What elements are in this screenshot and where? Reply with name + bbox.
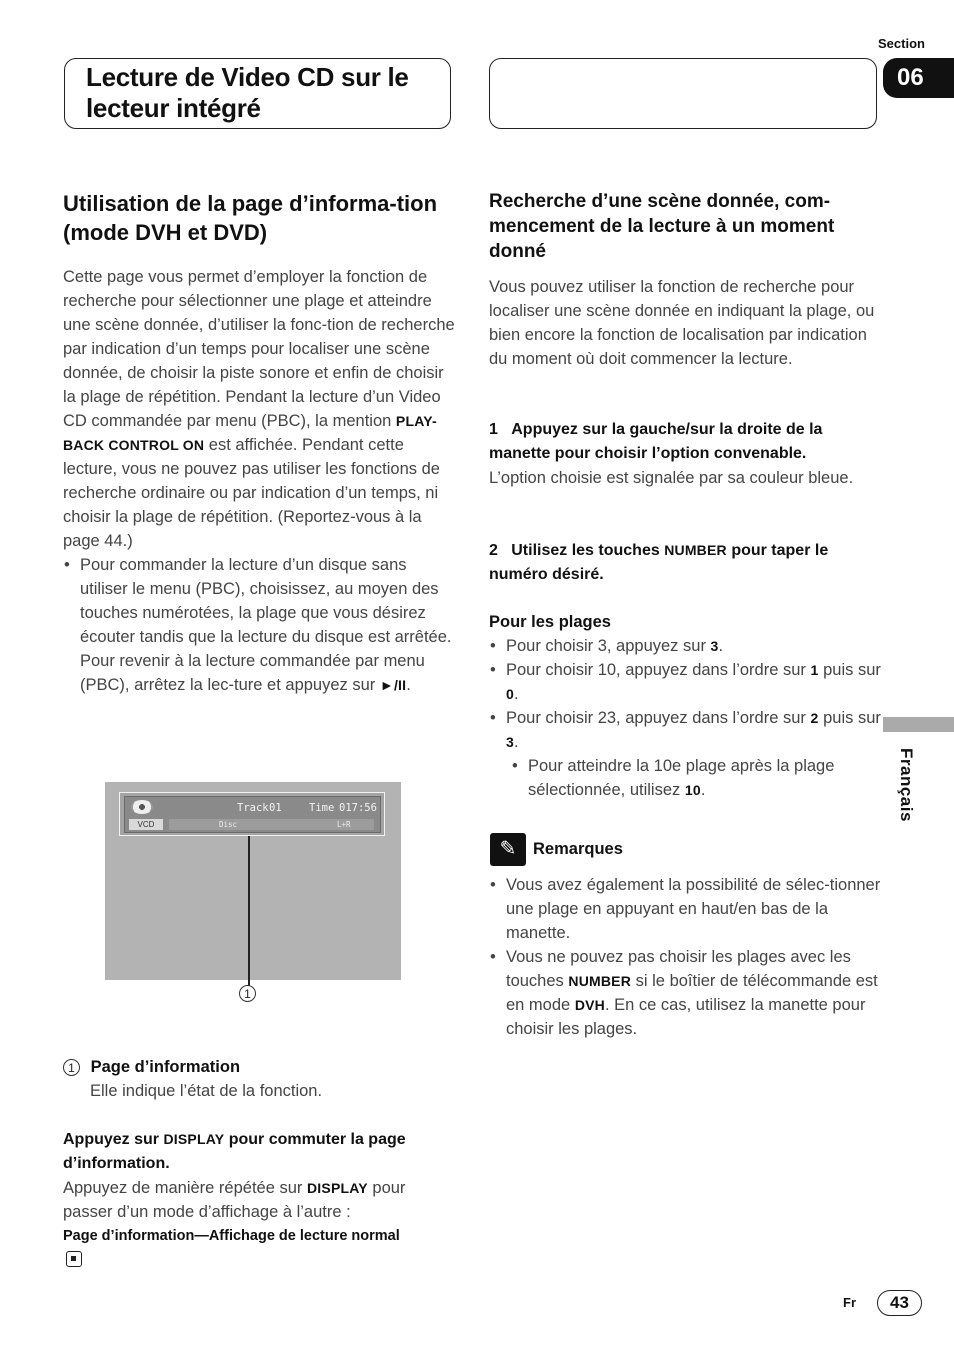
track-label: Track <box>237 802 269 814</box>
remark-1-text: Vous avez également la possibilité de sélec-tionner une plage en appuyant en haut/en bas de la manette. <box>506 876 881 942</box>
legend-description: Elle indique l’état de la fonction. <box>90 1082 323 1100</box>
chapter-title: Lecture de Video CD sur le lecteur intégré <box>86 62 409 123</box>
remarks-title: Remarques <box>533 840 623 858</box>
plage-1-text: Pour choisir 3, appuyez sur <box>506 637 706 655</box>
step-2 <box>489 538 881 587</box>
step-2-head-1: Utilisez les touches <box>511 542 660 559</box>
plages-heading: Pour les plages <box>489 613 611 631</box>
track-value: 01 <box>269 802 282 814</box>
intro-text-2: est affichée. Pendant cette lecture, vous ne pouvez pas utiliser les fonctions de recherche ordinaire ou par indication d’un temps, ni choisir la plage de répétition. (Reportez-vous à la page 44.) <box>63 436 440 550</box>
right-intro: Vous pouvez utiliser la fonction de recherche pour localiser une scène donnée en indiquant la plage, ou bien encore la fonction de localisation par indication du moment où doit commencer la lecture. <box>489 278 875 368</box>
left-section-heading: Utilisation de la page d’informa-tion (mode DVH et DVD) <box>63 191 438 245</box>
list-item <box>489 945 881 1041</box>
list-item <box>489 873 881 945</box>
disc-icon <box>131 800 153 814</box>
display-instructions <box>63 1127 455 1248</box>
plage-2-text: Pour choisir 10, appuyez dans l’ordre sur <box>506 661 806 679</box>
step-1-text: L’option choisie est signalée par sa couleur bleue. <box>489 469 854 487</box>
remark-2-text-b: si le boîtier de télécommande est en mode <box>506 972 878 1014</box>
time-label: Time <box>309 802 335 814</box>
play-pause-icon: ►/II <box>379 677 407 693</box>
number-key-remark: NUMBER <box>568 973 632 989</box>
remarks-list <box>489 873 881 1041</box>
list-item: • Pour choisir 10, appuyez dans l’ordre sur 1 puis sur 0. <box>489 658 881 706</box>
remark-2-text-a: Vous ne pouvez pas choisir les plages avec les touches <box>506 948 851 990</box>
key-3b: 3 <box>506 734 514 750</box>
key-0: 0 <box>506 686 514 702</box>
information-page-screen <box>105 782 401 980</box>
status-bar <box>169 819 374 830</box>
legend-title: Page d’information <box>90 1058 241 1076</box>
display-head-2: pour commuter la page d’information. <box>63 1131 406 1172</box>
callout-number: 1 <box>239 985 256 1002</box>
remark-2-text-c: . En ce cas, utilisez la manette pour choisir les plages. <box>506 996 866 1038</box>
dvh-key: DVH <box>574 997 605 1013</box>
callout-legend <box>63 1055 455 1103</box>
key-1: 1 <box>810 662 819 678</box>
list-item: • Pour atteindre la 10e plage après la plage sélectionnée, utilisez 10. <box>489 754 881 802</box>
left-intro <box>63 265 455 697</box>
vcd-badge: VCD <box>129 819 163 830</box>
plage-3-text: Pour choisir 23, appuyez dans l’ordre sur <box>506 709 806 727</box>
key-2: 2 <box>810 710 819 726</box>
page-number: 43 <box>877 1290 922 1316</box>
disc-text: Disc <box>219 820 238 829</box>
display-text-1: Appuyez de manière répétée sur <box>63 1179 303 1197</box>
step-1-heading: Appuyez sur la gauche/sur la droite de la manette pour choisir l’option convenable. <box>489 421 823 462</box>
display-key-2: DISPLAY <box>307 1180 368 1196</box>
list-item: • Pour commander la lecture d’un disque sans utiliser le menu (PBC), choisissez, au moyen des touches numérotées, la plage que vous désirez écouter tandis que la lecture du disque est arrêtée. Pour revenir à la lecture commandée par menu (PBC), arrêtez la lec-ture et appuyez sur ►/II. <box>63 553 455 697</box>
legend-number: 1 <box>63 1059 80 1076</box>
info-panel <box>119 792 385 836</box>
plages-list <box>489 634 881 754</box>
plage-2-mid: puis sur <box>823 661 881 679</box>
plage-sub-text: Pour atteindre la 10e plage après la plage sélectionnée, utilisez <box>528 757 835 799</box>
playback-control-key: PLAY-BACK CONTROL ON <box>63 413 437 453</box>
plages-section <box>489 610 881 802</box>
list-item: • Pour choisir 23, appuyez dans l’ordre sur 2 puis sur 3. <box>489 706 881 754</box>
step-1 <box>489 418 881 490</box>
section-label: Section <box>878 36 925 51</box>
plage-3-mid: puis sur <box>823 709 881 727</box>
key-3: 3 <box>710 638 719 654</box>
language-tab <box>883 717 954 732</box>
modes-line: Page d’information—Affichage de lecture normal <box>63 1228 400 1244</box>
number-key: NUMBER <box>664 542 727 558</box>
bullet-text: Pour commander la lecture d’un disque sans utiliser le menu (PBC), choisissez, au moyen des touches numérotées, la plage que vous désirez écouter tandis que la lecture du disque est arrêtée. Pour revenir à la lecture commandée par menu (PBC), arrêtez la lec-ture et appuyez sur <box>80 556 452 694</box>
info-panel-inner <box>124 796 381 833</box>
section-number-tab: 06 <box>883 58 954 98</box>
right-section-heading: Recherche d’une scène donnée, com-mencement de la lecture à un moment donné <box>489 191 835 262</box>
intro-text-1: Cette page vous permet d’employer la fonction de recherche pour sélectionner une plage et atteindre une scène donnée, d’utiliser la fonc-tion de recherche par indication d’un temps pour localiser une scène donnée, de choisir la piste sonore et enfin de choisir la plage de répétition. Pendant la lecture d’un Video CD commandée par menu (PBC), la mention <box>63 268 455 430</box>
empty-header-box <box>489 58 877 129</box>
stop-icon <box>66 1251 82 1267</box>
remarks-section <box>489 873 881 1041</box>
audio-text: L+R <box>337 820 351 829</box>
intro-paragraph <box>63 265 455 553</box>
footer-language: Fr <box>843 1295 856 1310</box>
step-2-head-2: pour taper le numéro désiré. <box>489 542 829 583</box>
step-2-number: 2 <box>489 542 498 559</box>
language-label: Français <box>897 748 916 822</box>
display-key: DISPLAY <box>163 1131 225 1147</box>
time-value: 017:56 <box>339 802 377 814</box>
key-10: 10 <box>684 782 701 798</box>
callout-leader-line <box>248 836 250 986</box>
callout-marker <box>239 985 256 1003</box>
display-head-1: Appuyez sur <box>63 1131 160 1148</box>
plages-sublist <box>489 754 881 802</box>
step-1-number: 1 <box>489 421 498 438</box>
display-text-2: pour passer d’un mode d’affichage à l’autre : <box>63 1179 406 1221</box>
left-bullet-list <box>63 553 455 697</box>
list-item: • Pour choisir 3, appuyez sur 3. <box>489 634 881 658</box>
pencil-icon: ✎ <box>490 833 526 866</box>
